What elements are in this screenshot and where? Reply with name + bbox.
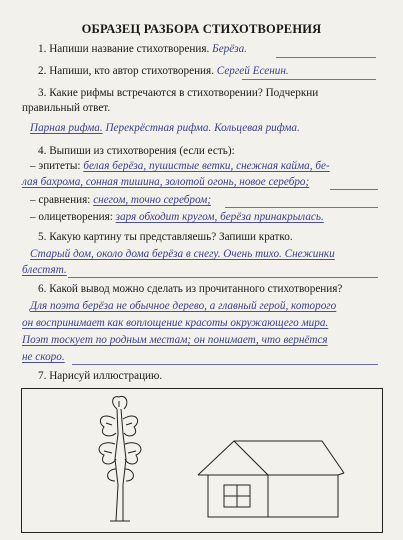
answer-line: [242, 79, 376, 80]
picture-answer-2: блестят.: [22, 264, 67, 276]
illustration-drawing: [22, 389, 382, 532]
question-6-text: 6. Какой вывод можно сделать из прочитанного стихотворения?: [38, 283, 343, 295]
question-1-answer: Берёза.: [212, 43, 247, 55]
illustration-frame: [21, 388, 383, 533]
epithets-label: – эпитеты:: [30, 160, 81, 172]
question-3-options: [30, 121, 300, 136]
comparisons-row: [30, 193, 211, 208]
epithets-answer-2: лая бахрома, сонная тишина, золотой огонь, новое серебро;: [22, 176, 310, 188]
comparisons-label: – сравнения:: [30, 194, 91, 206]
question-2-text: 2. Напиши, кто автор стихотворения.: [38, 65, 214, 77]
house-drawing: [198, 441, 344, 517]
question-5-answer-1: [30, 247, 335, 262]
question-3-line-1: 3. Какие рифмы встречаются в стихотворении? Подчеркни: [38, 87, 319, 99]
conclusion-answer-1: Для поэта берёза не обычное дерево, а главный герой, которого: [30, 300, 337, 312]
question-5-answer-2: [22, 263, 67, 278]
question-5-text: 5. Какую картину ты представляешь? Запиши кратко.: [38, 231, 293, 243]
answer-line: [72, 364, 378, 365]
question-4-text: 4. Выпиши из стихотворения (если есть):: [38, 145, 235, 157]
question-1: [38, 42, 247, 57]
page-title: ОБРАЗЕЦ РАЗБОРА СТИХОТВОРЕНИЯ: [81, 22, 322, 36]
answer-line: [68, 277, 378, 278]
answer-line: [225, 207, 378, 208]
question-6-answer-4: [22, 350, 65, 365]
question-6-answer-1: [30, 299, 336, 314]
question-1-text: 1. Напиши название стихотворения.: [38, 43, 210, 55]
personifications-row: [30, 210, 324, 225]
epithets-answer-1: белая берёза, пушистые ветки, снежная кайма, бе-: [83, 160, 330, 172]
conclusion-answer-2: он воспринимает как воплощение красоты окружающего мира.: [22, 317, 329, 329]
comparisons-answer: снегом, точно серебром;: [93, 194, 212, 206]
picture-answer-1: Старый дом, около дома берёза в снегу. Очень тихо. Снежинки: [30, 248, 335, 260]
answer-line: [276, 57, 376, 58]
conclusion-answer-3: Поэт тоскует по родным местам; он понимает, что вернётся: [22, 334, 328, 346]
question-3-line-2: правильный ответ.: [22, 102, 111, 114]
question-2-answer: Сергей Есенин.: [216, 65, 289, 77]
rhyme-option-paired: Парная рифма.: [30, 122, 103, 134]
conclusion-answer-4: не скоро.: [22, 351, 65, 363]
question-7-text: 7. Нарисуй иллюстрацию.: [38, 370, 163, 382]
question-6-answer-3: [22, 333, 328, 348]
personifications-label: – олицетворения:: [30, 211, 113, 223]
rhyme-option-ring: Кольцевая рифма.: [214, 122, 300, 134]
personifications-answer: заря обходит кругом, берёза принакрылась.: [115, 211, 324, 223]
epithets-row-2: [22, 175, 309, 190]
birch-tree-drawing: [99, 396, 141, 521]
rhyme-option-cross: Перекрёстная рифма.: [105, 122, 212, 134]
epithets-row: [30, 159, 330, 174]
question-2: [38, 64, 289, 79]
question-6-answer-2: [22, 316, 328, 331]
answer-line: [330, 189, 378, 190]
